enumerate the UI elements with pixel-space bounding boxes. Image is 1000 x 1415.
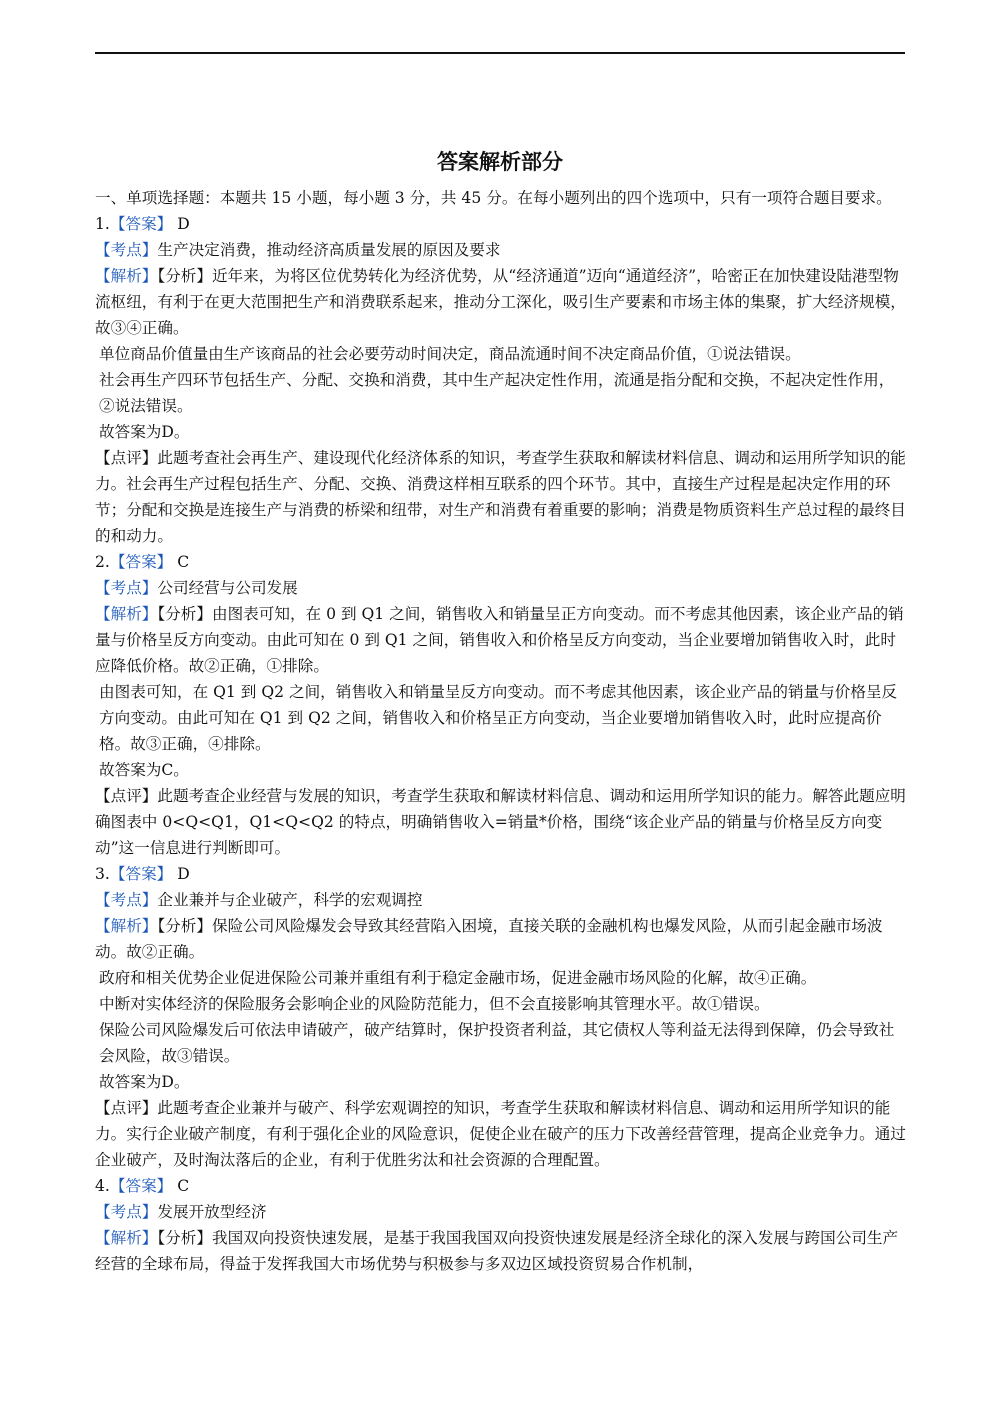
answer-label: 【答案】 [109,1177,173,1195]
question-2-conclusion: 故答案为C。 [99,761,189,779]
analysis-text: 保险公司风险爆发会导致其经营陷入困境，直接关联的金融机构也爆发风险，从而引起金融市场波动。故②正确。 [95,917,883,961]
analysis-label: 【解析】 [95,917,158,935]
header-rule [95,52,905,54]
answer-label: 【答案】 [109,553,173,571]
question-4-point [95,1199,907,1225]
analysis-label: 【解析】 [95,1229,158,1247]
point-text: 发展开放型经济 [157,1203,267,1221]
question-2-answer [95,549,907,575]
analysis-text: 由图表可知，在 0 到 Q1 之间，销售收入和销量呈正方向变动。而不考虑其他因素，该企业产品的销量与价格呈反方向变动。由此可知在 0 到 Q1 之间，销售收入和价格呈反方向变动，当企业要增加销售收入时，此时应降低价格。故②正确，①排除。 [95,605,904,675]
question-3-paragraph-3: 中断对实体经济的保险服务会影响企业的风险防范能力，但不会直接影响其管理水平。故①错误。 [99,995,770,1013]
answer-value: C [172,553,190,571]
question-1-paragraph-3: 社会再生产四环节包括生产、分配、交换和消费，其中生产起决定性作用，流通是指分配和交换，不起决定性作用，②说法错误。 [99,371,895,415]
fenxi-label: 【分析】 [157,267,212,285]
question-4-analysis [95,1225,907,1277]
answer-label: 【答案】 [109,215,173,233]
question-4-answer [95,1173,907,1199]
question-3-point [95,887,907,913]
question-1-comment [95,445,907,549]
answer-label: 【答案】 [109,865,173,883]
question-3-paragraph-2: 政府和相关优势企业促进保险公司兼并重组有利于稳定金融市场，促进金融市场风险的化解，故④正确。 [99,969,817,987]
question-1-point [95,237,907,263]
question-1-paragraph-2: 单位商品价值量由生产该商品的社会必要劳动时间决定，商品流通时间不决定商品价值，①说法错误。 [99,345,801,363]
document-body [95,185,907,1277]
comment-text: 此题考查社会再生产、建设现代化经济体系的知识，考查学生获取和解读材料信息、调动和运用所学知识的能力。社会再生产过程包括生产、分配、交换、消费这样相互联系的四个环节。其中，直接生产过程是起决定作用的环节；分配和交换是连接生产与消费的桥梁和纽带，对生产和消费有着重要的影响；消费是物质资料生产总过程的最终目的和动力。 [95,449,906,545]
analysis-text: 近年来，为将区位优势转化为经济优势，从“经济通道”迈向“通道经济”，哈密正在加快建设陆港型物流枢纽，有利于在更大范围把生产和消费联系起来，推动分工深化，吸引生产要素和市场主体的集聚，扩大经济规模，故③④正确。 [95,267,906,337]
comment-label: 【点评】 [95,1099,158,1117]
comment-text: 此题考查企业兼并与破产、科学宏观调控的知识，考查学生获取和解读材料信息、调动和运用所学知识的能力。实行企业破产制度，有利于强化企业的风险意识，促使企业在破产的压力下改善经营管理，提高企业竞争力。通过企业破产，及时淘汰落后的企业，有利于优胜劣汰和社会资源的合理配置。 [95,1099,906,1169]
fenxi-label: 【分析】 [157,1229,212,1247]
question-number: 1. [95,215,110,233]
fenxi-label: 【分析】 [157,917,212,935]
answer-value: D [172,215,190,233]
point-text: 企业兼并与企业破产，科学的宏观调控 [157,891,423,909]
question-1-conclusion: 故答案为D。 [99,423,190,441]
analysis-label: 【解析】 [95,605,158,623]
section-intro: 一、单项选择题：本题共 15 小题，每小题 3 分，共 45 分。在每小题列出的四个选项中，只有一项符合题目要求。 [95,189,892,207]
question-2-comment [95,783,907,861]
comment-label: 【点评】 [95,449,158,467]
question-1-answer [95,211,907,237]
comment-text: 此题考查企业经营与发展的知识，考查学生获取和解读材料信息、调动和运用所学知识的能力。解答此题应明确图表中 0<Q<Q1，Q1<Q<Q2 的特点，明确销售收入=销量*价格，围绕“该企业产品的销量与价格呈反方向变动”这一信息进行判断即可。 [95,787,906,857]
question-3-paragraph-4: 保险公司风险爆发后可依法申请破产，破产结算时，保护投资者利益，其它债权人等利益无法得到保障，仍会导致社会风险，故③错误。 [99,1021,895,1065]
question-number: 4. [95,1177,110,1195]
fenxi-label: 【分析】 [157,605,212,623]
answer-value: D [172,865,190,883]
point-label: 【考点】 [95,891,158,909]
question-3-analysis [95,913,907,965]
point-label: 【考点】 [95,241,158,259]
comment-label: 【点评】 [95,787,158,805]
question-3-comment [95,1095,907,1173]
question-2-analysis [95,601,907,679]
question-2-point [95,575,907,601]
point-label: 【考点】 [95,579,158,597]
question-3-answer [95,861,907,887]
analysis-text: 我国双向投资快速发展，是基于我国我国双向投资快速发展是经济全球化的深入发展与跨国公司生产经营的全球布局，得益于发挥我国大市场优势与积极参与多双边区域投资贸易合作机制， [95,1229,899,1273]
point-label: 【考点】 [95,1203,158,1221]
question-2-paragraph-2: 由图表可知，在 Q1 到 Q2 之间，销售收入和销量呈反方向变动。而不考虑其他因素，该企业产品的销量与价格呈反方向变动。由此可知在 Q1 到 Q2 之间，销售收入和价格呈正方向变动，当企业要增加销售收入时，此时应提高价格。故③正确，④排除。 [99,683,898,753]
question-3-conclusion: 故答案为D。 [99,1073,190,1091]
question-1-analysis [95,263,907,341]
point-text: 公司经营与公司发展 [157,579,298,597]
answer-value: C [172,1177,190,1195]
analysis-label: 【解析】 [95,267,158,285]
point-text: 生产决定消费，推动经济高质量发展的原因及要求 [157,241,501,259]
page-title: 答案解析部分 [437,150,563,174]
question-number: 2. [95,553,110,571]
question-number: 3. [95,865,110,883]
